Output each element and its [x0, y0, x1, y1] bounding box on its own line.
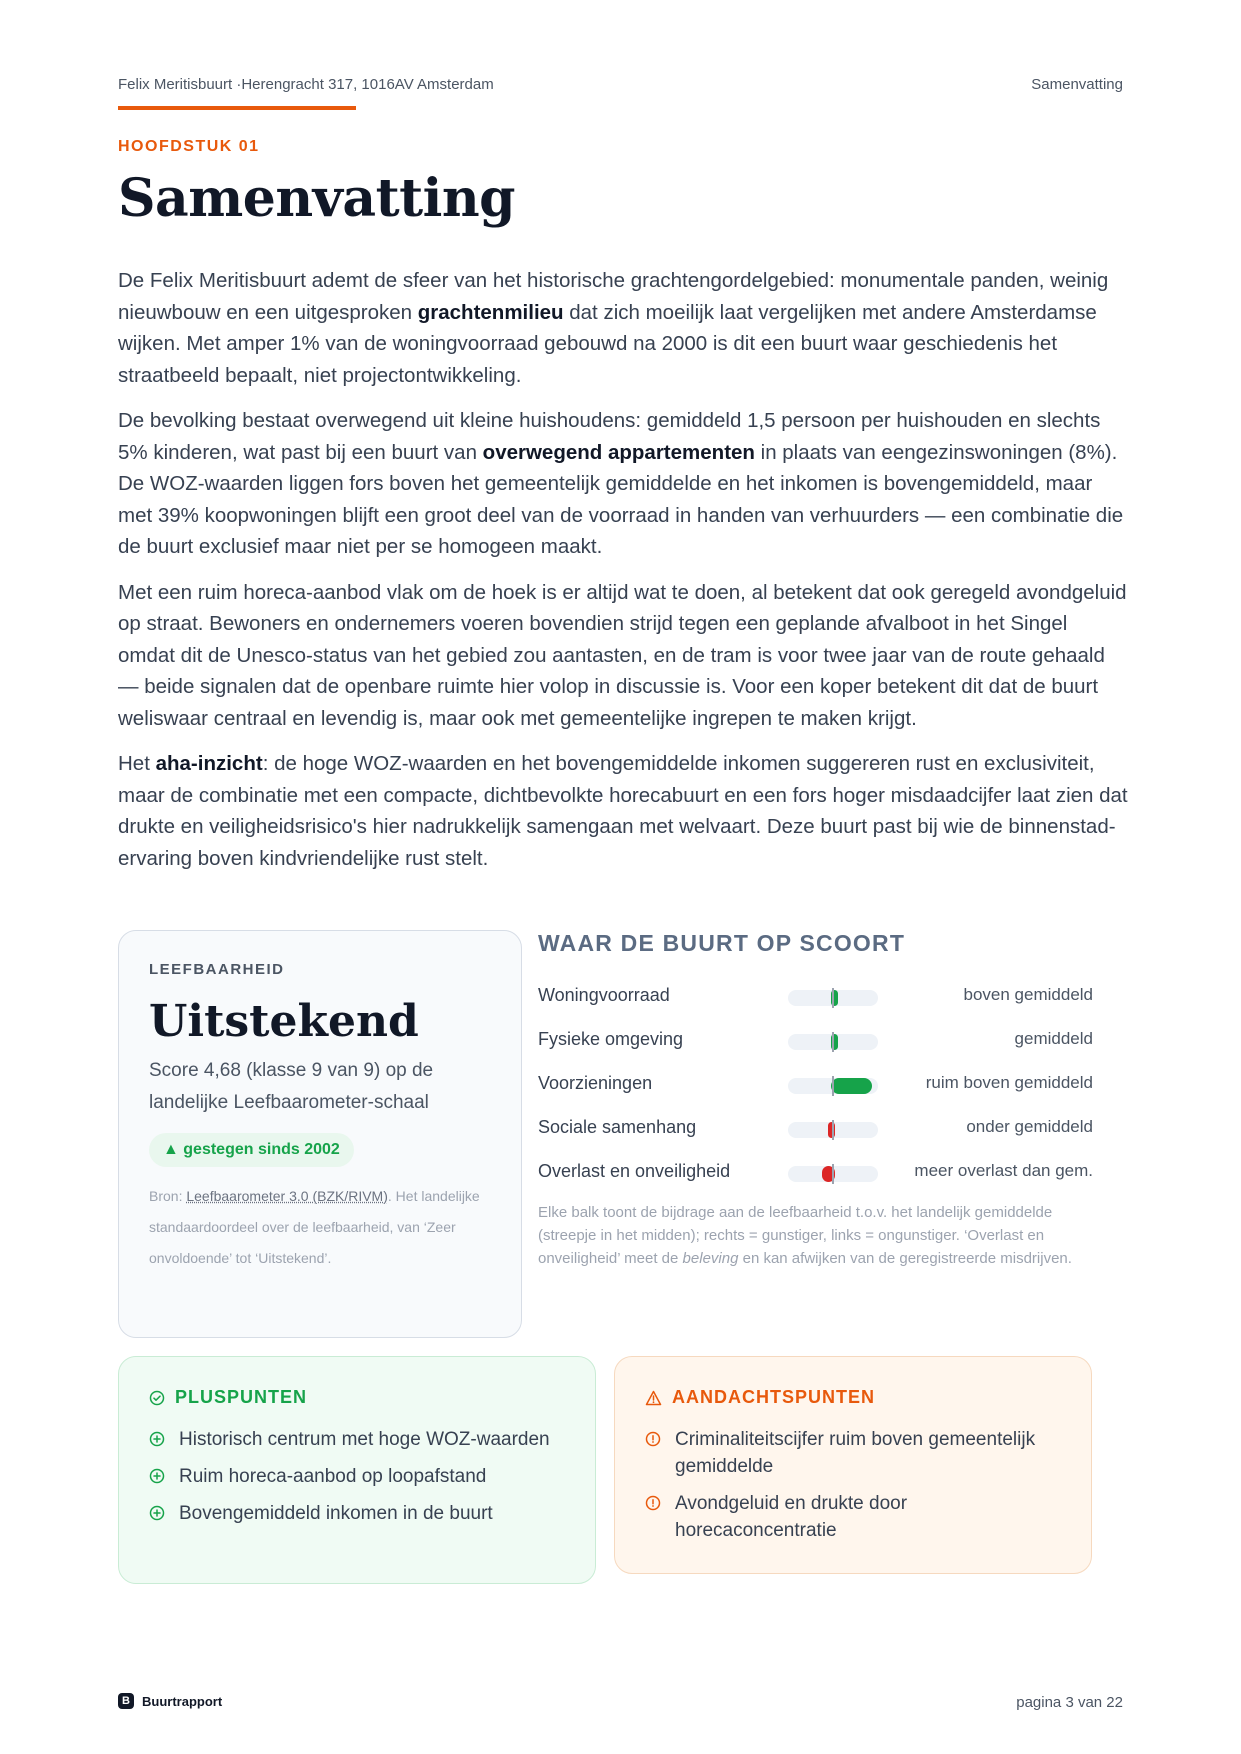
running-header — [118, 76, 1123, 96]
pros-title: PLUSPUNTEN — [175, 1387, 308, 1407]
score-label: Overlast en onveiligheid — [538, 1161, 731, 1181]
score-verdict: onder gemiddeld — [966, 1117, 1093, 1136]
pros-box — [118, 1356, 596, 1584]
page-title: Samenvatting — [118, 168, 516, 229]
paragraph-1: De Felix Meritisbuurt ademt de sfeer van het historische grachtengordelgebied: monumentale panden, weinig nieuwbouw en een uitgesproken grachtenmilieu dat zich moeilijk laat vergelijken met andere Amsterdamse wijken. Met amper 1% van de woningvoorraad gebouwd na 2000 is dit een buurt waar geschiedenis het straatbeeld bepaalt, niet projectontwikkeling. — [118, 269, 1109, 387]
footer-brand — [118, 1693, 222, 1709]
plus-circle-icon — [149, 1468, 165, 1484]
list-item — [645, 1426, 1061, 1480]
header-section: Samenvatting — [1031, 76, 1123, 93]
emphasis: grachtenmilieu — [417, 300, 564, 324]
header-accent-rule — [118, 106, 356, 110]
score-verdict: gemiddeld — [1014, 1029, 1093, 1048]
score-row — [538, 1151, 1093, 1195]
source-note: Bron: Leefbaarometer 3.0 (BZK/RIVM). Het landelijke standaardoordeel over de leefbaarheid, van ‘Zeer onvoldoende’ tot ‘Uitstekend’. — [149, 1188, 480, 1266]
leefbaarheid-score: Score 4,68 (klasse 9 van 9) op de landelijke Leefbaarometer-schaal — [149, 1060, 434, 1113]
header-address: Felix Meritisbuurt ·Herengracht 317, 1016AV Amsterdam — [118, 76, 494, 93]
score-verdict: ruim boven gemiddeld — [925, 1073, 1093, 1092]
brand-name: Buurtrapport — [142, 1693, 223, 1709]
score-title: WAAR DE BUURT OP SCOORT — [538, 930, 906, 956]
score-row — [538, 1019, 1093, 1063]
cons-title: AANDACHTSPUNTEN — [672, 1387, 875, 1407]
score-verdict: boven gemiddeld — [963, 985, 1093, 1004]
score-bar-track — [788, 1166, 878, 1182]
score-rows — [538, 975, 1093, 1195]
paragraph-3: Met een ruim horeca-aanbod vlak om de hoek is er altijd wat te doen, al betekent dat ook geregeld avondgeluid op straat. Bewoners en ondernemers voeren bovendien strijd tegen een geplande afvalboot in het Singel omdat dit de Unesco-status van het gebied zou aantasten, en de tram is voor twee jaar van de route gehaald — beide signalen dat de openbare ruimte hier volop in discussie is. Voor een koper betekent dit dat de buurt weliswaar centraal en levendig is, maar ook met gemeentelijke ingrepen te maken krijgt. — [118, 580, 1127, 730]
list-item-text: Historisch centrum met hoge WOZ-waarden — [179, 1429, 550, 1450]
score-bar-midline — [832, 1076, 834, 1096]
score-row — [538, 975, 1093, 1019]
list-item-text: Bovengemiddeld inkomen in de buurt — [179, 1503, 493, 1524]
score-bar-track — [788, 1078, 878, 1094]
pros-header — [149, 1387, 565, 1408]
plus-circle-icon — [149, 1431, 165, 1447]
score-bar-track — [788, 1122, 878, 1138]
list-item — [645, 1490, 1061, 1544]
score-label: Woningvoorraad — [538, 985, 670, 1005]
list-item — [149, 1426, 565, 1453]
alert-circle-icon — [645, 1495, 661, 1511]
score-label: Sociale samenhang — [538, 1117, 697, 1137]
list-item-text: Ruim horeca-aanbod op loopafstand — [179, 1466, 487, 1487]
plus-circle-icon — [149, 1505, 165, 1521]
summary-text — [118, 265, 1128, 888]
score-bar-track — [788, 1034, 878, 1050]
score-note: Elke balk toont de bijdrage aan de leefbaarheid t.o.v. het landelijk gemiddelde (streepje in het midden); rechts = gunstiger, links = ongunstiger. ‘Overlast en onveiligheid’ meet de beleving en kan afwijken van de geregistreerde misdrijven. — [538, 1204, 1072, 1267]
score-label: Fysieke omgeving — [538, 1029, 684, 1049]
leefbaarheid-label: LEEFBAARHEID — [149, 961, 285, 978]
score-bar-track — [788, 990, 878, 1006]
list-item — [149, 1500, 565, 1527]
score-bar-midline — [832, 988, 834, 1008]
score-verdict: meer overlast dan gem. — [914, 1161, 1093, 1180]
score-bar-midline — [832, 1032, 834, 1052]
leefbaarheid-rating: Uitstekend — [149, 996, 419, 1047]
cons-header — [645, 1387, 1061, 1408]
emphasis: aha-inzicht — [155, 752, 263, 775]
leefbaarheid-card — [118, 930, 522, 1338]
score-label: Voorzieningen — [538, 1073, 653, 1093]
list-item — [149, 1463, 565, 1490]
page-number: pagina 3 van 22 — [1016, 1694, 1123, 1711]
warning-triangle-icon — [645, 1390, 662, 1406]
score-row — [538, 1107, 1093, 1151]
list-item-text: Avondgeluid en drukte door horecaconcentratie — [675, 1493, 908, 1541]
score-bar-midline — [832, 1164, 834, 1184]
trend-badge: ▲ gestegen sinds 2002 — [149, 1133, 354, 1167]
check-circle-icon — [149, 1390, 165, 1406]
alert-circle-icon — [645, 1431, 661, 1447]
chapter-label: HOOFDSTUK 01 — [118, 138, 260, 155]
cons-box — [614, 1356, 1092, 1574]
score-bar-fill — [831, 1078, 872, 1094]
score-bar-midline — [832, 1120, 834, 1140]
paragraph-2: De bevolking bestaat overwegend uit kleine huishoudens: gemiddeld 1,5 persoon per huishouden en slechts 5% kinderen, wat past bij een buurt van overwegend appartementen in plaats van eengezinswoningen (8%). De WOZ-waarden liggen fors boven het gemeentelijk gemiddelde en het inkomen is bovengemiddeld, maar met 39% koopwoningen blijft een groot deel van de voorraad in handen van verhuurders — een combinatie die de buurt exclusief maar niet per se homogeen maakt. — [118, 409, 1124, 558]
cons-list — [645, 1426, 1061, 1544]
emphasis: overwegend appartementen — [482, 440, 755, 464]
score-row — [538, 1063, 1093, 1107]
paragraph-4: Het aha-inzicht: de hoge WOZ-waarden en het bovengemiddelde inkomen suggereren rust en exclusiviteit, maar de combinatie met een compacte, dichtbevolkte horecabuurt en een fors hoger misdaadcijfer laat zien dat drukte en veiligheidsrisico's hier nadrukkelijk samengaan met welvaart. Deze buurt past bij wie de binnenstad-ervaring boven kindvriendelijke rust stelt. — [118, 752, 1128, 870]
source-link[interactable]: Leefbaarometer 3.0 (BZK/RIVM) — [186, 1188, 388, 1204]
score-section — [538, 930, 1093, 1270]
brand-logo: B — [118, 1693, 134, 1709]
pros-list — [149, 1426, 565, 1527]
list-item-text: Criminaliteitscijfer ruim boven gemeentelijk gemiddelde — [675, 1429, 1036, 1477]
